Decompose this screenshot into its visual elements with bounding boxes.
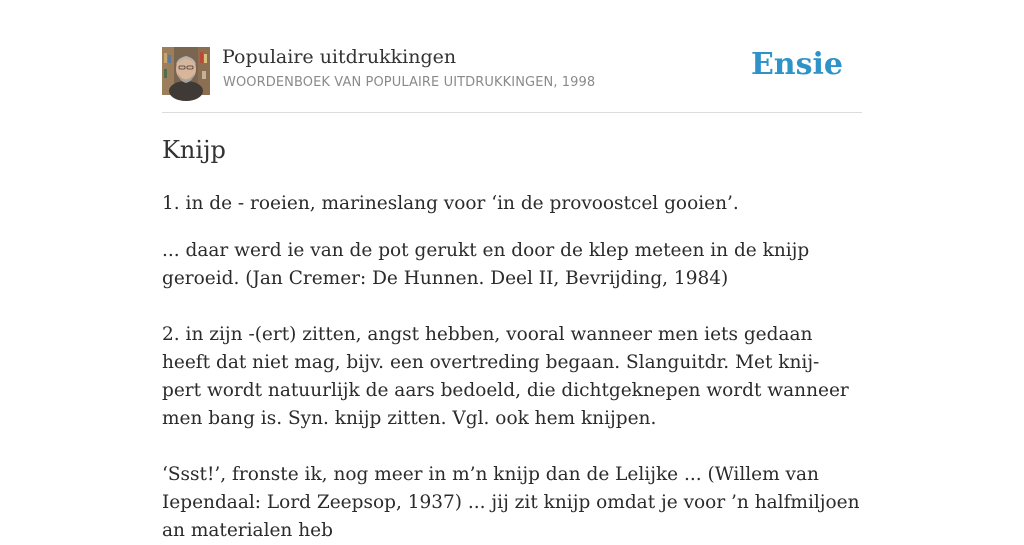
- citation-paragraph: ‘Ssst!’, fronste ik, nog meer in m’n knijp dan de Lelijke ... (Willem van Iependaal: Lord Zeepsop, 1937) ... jij zit knijp omdat je voor ’n halfmiljoen an materialen heb: [162, 464, 860, 541]
- author-avatar[interactable]: [162, 47, 210, 95]
- entry-title: Knijp: [162, 136, 226, 164]
- definition-paragraph: 1. in de - roeien, marineslang voor ‘in de provoostcel gooien’.: [162, 193, 739, 214]
- source-header: [162, 0, 862, 113]
- citation-paragraph: ... daar werd ie van de pot gerukt en door de klep meteen in de knijp geroeid. (Jan Cremer: De Hunnen. Deel II, Bevrijding, 1984): [162, 240, 810, 289]
- ensie-logo-link[interactable]: Ensie: [750, 47, 843, 82]
- author-photo: [162, 47, 210, 95]
- source-subtitle: WOORDENBOEK VAN POPULAIRE UITDRUKKINGEN, 1998: [223, 75, 596, 90]
- source-title[interactable]: Populaire uitdrukkingen: [222, 46, 457, 68]
- definition-paragraph: 2. in zijn -(ert) zitten, angst hebben, vooral wanneer men iets gedaan heeft dat niet mag, bijv. een overtreding begaan. Slanguitdr. Met knij- pert wordt natuurlijk de aars bedoeld, die dichtgeknepen wordt wanneer men bang is. Syn. knijp zitten. Vgl. ook hem knijpen.: [162, 324, 849, 429]
- entry-page: [162, 0, 862, 541]
- entry-definition: [162, 190, 862, 545]
